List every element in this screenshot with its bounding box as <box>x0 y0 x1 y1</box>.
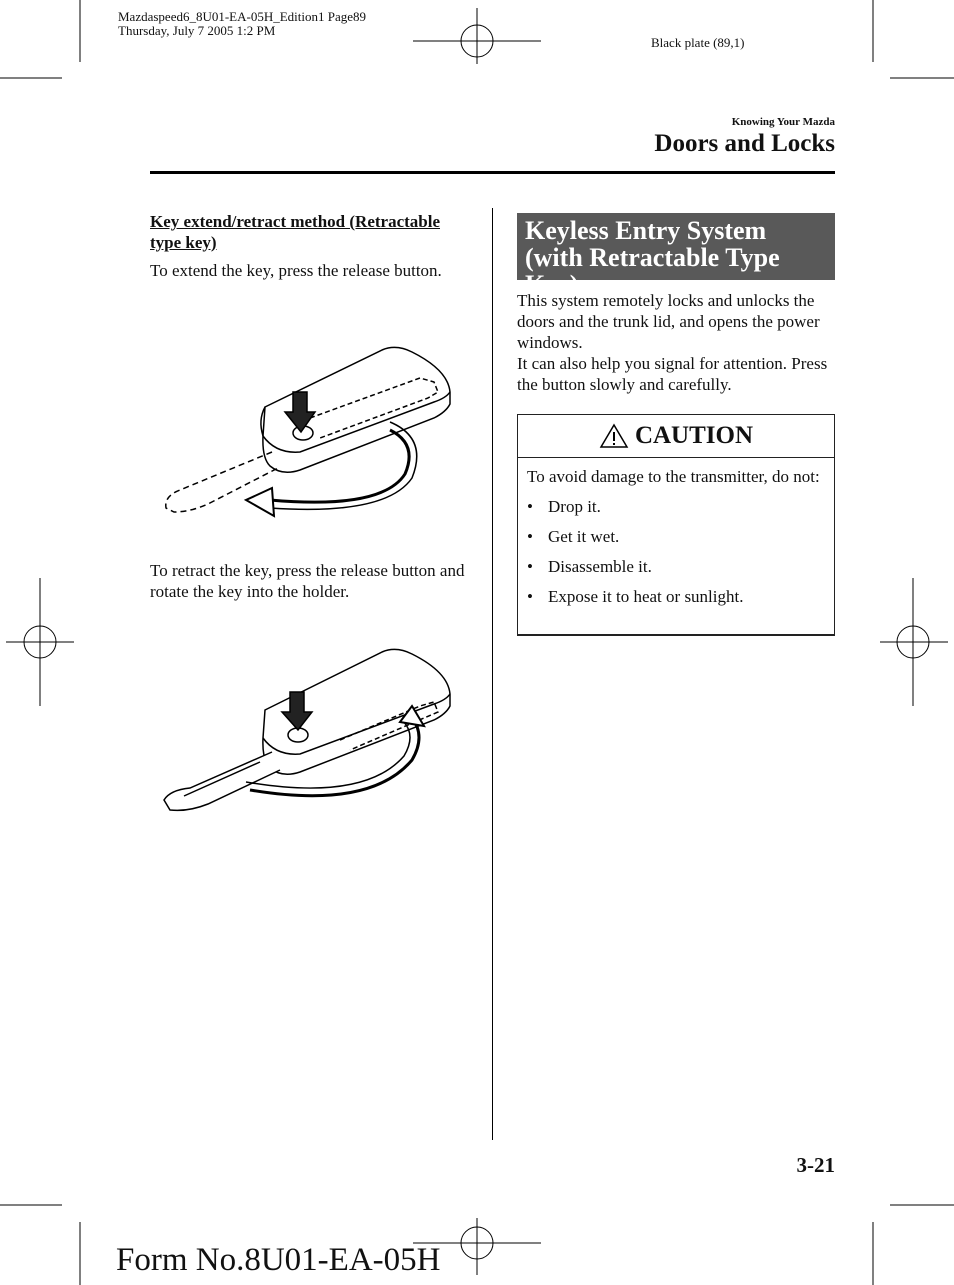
caution-header <box>518 415 834 458</box>
section-label: Knowing Your Mazda <box>731 116 835 128</box>
list-item: • Expose it to heat or sunlight. <box>527 587 744 606</box>
key-retract-illustration <box>150 640 460 820</box>
caution-list <box>527 496 824 607</box>
form-number: Form No.8U01-EA-05H <box>116 1242 441 1278</box>
retract-instruction: To retract the key, press the release button and rotate the key into the holder. <box>150 561 465 601</box>
caution-lead: To avoid damage to the transmitter, do not: <box>527 467 820 486</box>
intro-paragraph-2: It can also help you signal for attention. Press the button slowly and carefully. <box>517 354 828 394</box>
chapter-title: Doors and Locks <box>654 130 835 157</box>
list-item: • Disassemble it. <box>527 557 652 576</box>
caution-box <box>517 414 835 636</box>
column-divider <box>492 208 493 1140</box>
list-item: • Drop it. <box>527 497 601 516</box>
print-file-line: Mazdaspeed6_8U01-EA-05H_Edition1 Page89 <box>118 9 367 24</box>
header-rule <box>150 171 835 174</box>
page-number: 3-21 <box>796 1153 835 1177</box>
method-heading: Key extend/retract method (Retractable type key) <box>150 212 440 252</box>
key-extend-illustration <box>150 340 460 520</box>
extend-instruction: To extend the key, press the release button. <box>150 261 442 280</box>
warning-triangle-icon <box>599 423 629 449</box>
plate-label: Black plate (89,1) <box>651 35 745 50</box>
caution-title: CAUTION <box>634 422 754 449</box>
section-banner: Keyless Entry System (with Retractable Type Key) <box>517 213 835 280</box>
intro-paragraph-1: This system remotely locks and unlocks the doors and the trunk lid, and opens the power windows. <box>517 291 820 352</box>
print-date-line: Thursday, July 7 2005 1:2 PM <box>118 23 276 38</box>
list-item: • Get it wet. <box>527 527 620 546</box>
